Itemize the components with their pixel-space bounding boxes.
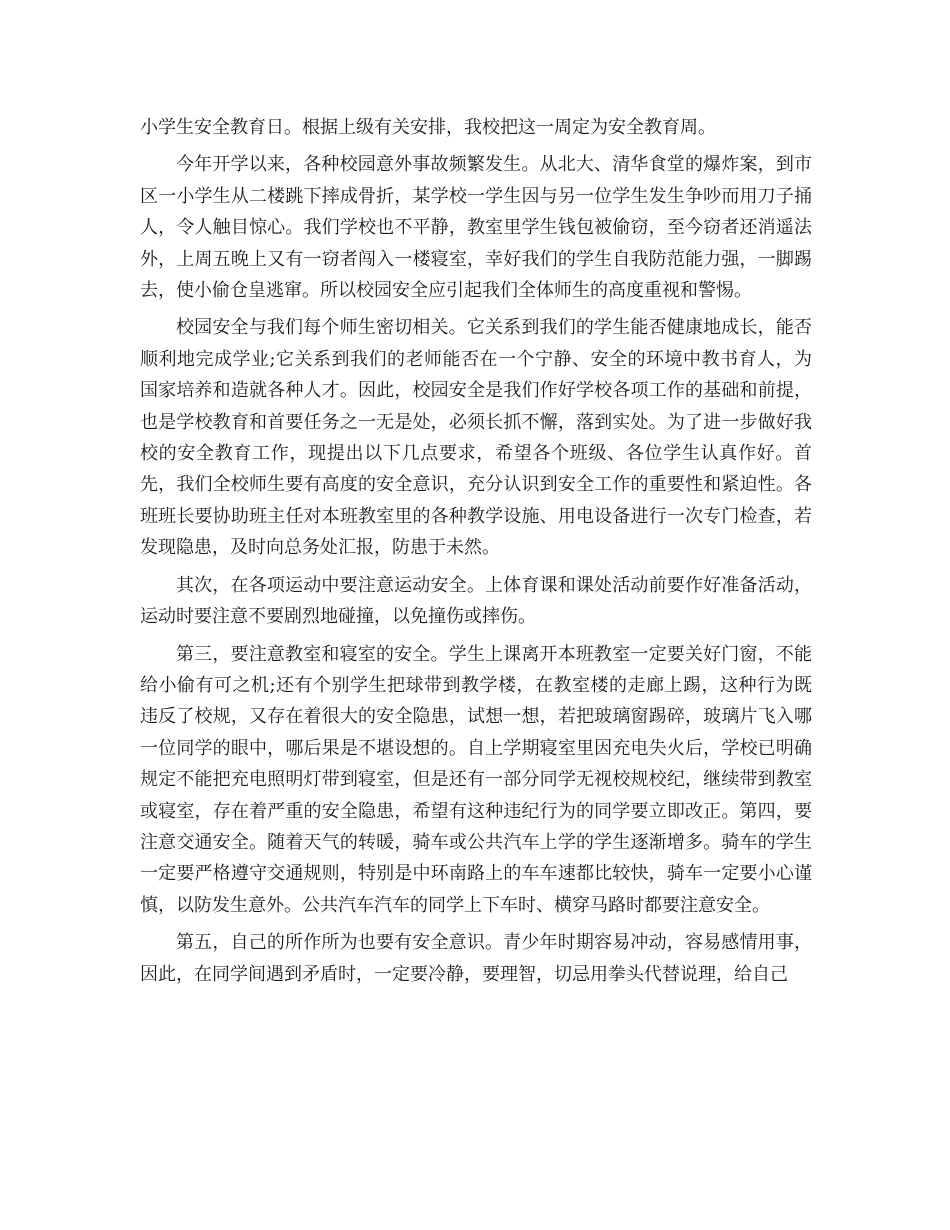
paragraph-incidents: 今年开学以来，各种校园意外事故频繁发生。从北大、清华食堂的爆炸案，到市区一小学生从二楼跳下摔成骨折，某学校一学生因与另一位学生发生争吵而用刀子捅人，令人触目惊心。我们学校也不平静，教室里学生钱包被偷窃，至今窃者还消遥法外，上周五晚上又有一窃者闯入一楼寝室，幸好我们的学生自我防范能力强，一脚踢去，使小偷仓皇逃窜。所以校园安全应引起我们全体师生的高度重视和警惕。 (140, 154, 812, 302)
paragraph-self-conduct: 第五，自己的所作所为也要有安全意识。青少年时期容易冲动，容易感情用事，因此，在同学间遇到矛盾时，一定要冷静，要理智，切忌用拳头代替说理，给自己 (140, 932, 812, 985)
document-body (140, 112, 812, 996)
paragraph-classroom-dorm-safety: 第三，要注意教室和寝室的安全。学生上课离开本班教室一定要关好门窗，不能给小偷有可之机;还有个别学生把球带到教学楼，在教室楼的走廊上踢，这种行为既违反了校规，又存在着很大的安全隐患，试想一想，若把玻璃窗踢碎，玻璃片飞入哪一位同学的眼中，哪后果是不堪设想的。自上学期寝室里因充电失火后，学校已明确规定不能把充电照明灯带到寝室，但是还有一部分同学无视校规校纪，继续带到教室或寝室，存在着严重的安全隐患，希望有这种违纪行为的同学要立即改正。第四，要注意交通安全。随着天气的转暖，骑车或公共汽车上学的学生逐渐增多。骑车的学生一定要严格遵守交通规则，特别是中环南路上的车车速都比较快，骑车一定要小心谨慎，以防发生意外。公共汽车汽车的同学上下车时、横穿马路时都要注意安全。 (140, 643, 812, 916)
paragraph-campus-safety: 校园安全与我们每个师生密切相关。它关系到我们的学生能否健康地成长，能否顺利地完成学业;它关系到我们的老师能否在一个宁静、安全的环境中教书育人，为国家培养和造就各种人才。因此，校园安全是我们作好学校各项工作的基础和前提，也是学校教育和首要任务之一无是处，必须长抓不懈，落到实处。为了进一步做好我校的安全教育工作，现提出以下几点要求，希望各个班级、各位学生认真作好。首先，我们全校师生要有高度的安全意识，充分认识到安全工作的重要性和紧迫性。各班班长要协助班主任对本班教室里的各种教学设施、用电设备进行一次专门检查，若发现隐患，及时向总务处汇报，防患于未然。 (140, 317, 812, 559)
paragraph-continuation: 小学生安全教育日。根据上级有关安排，我校把这一周定为安全教育周。 (140, 117, 716, 138)
paragraph-sports-safety: 其次，在各项运动中要注意运动安全。上体育课和课处活动前要作好准备活动，运动时要注意不要剧烈地碰撞，以免撞伤或摔伤。 (140, 574, 812, 628)
